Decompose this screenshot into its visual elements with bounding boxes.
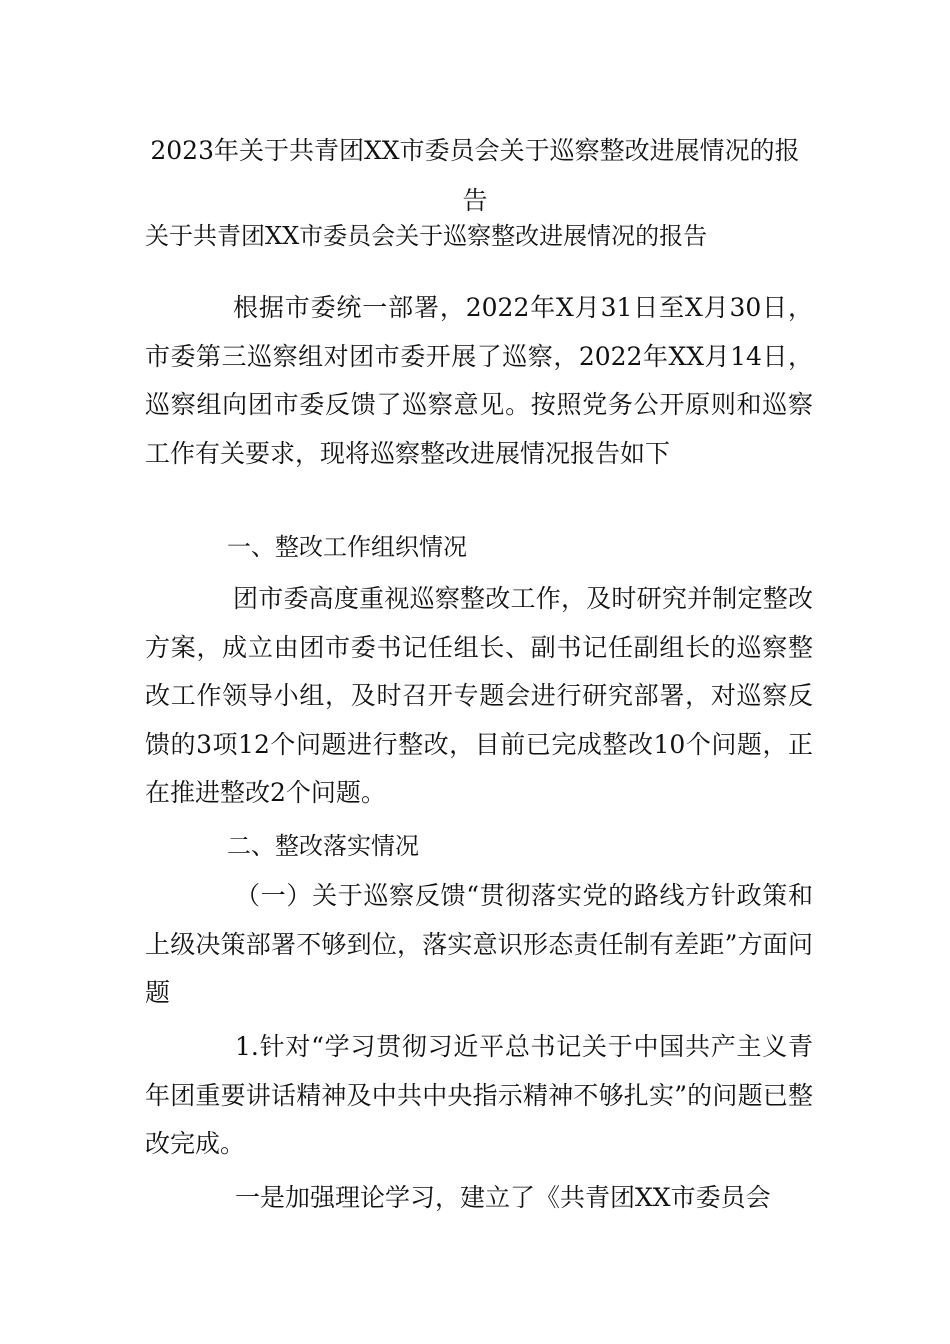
document-subtitle: 关于共青团XX市委员会关于巡察整改进展情况的报告 bbox=[145, 222, 708, 250]
document-title: 2023年关于共青团XX市委员会关于巡察整改进展情况的报告 bbox=[150, 136, 800, 215]
subsection-1-paragraph: （一）关于巡察反馈“贯彻落实党的路线方针政策和上级决策部署不够到位，落实意识形态责任制有差距”方面问题 bbox=[145, 881, 813, 1007]
section-1-heading: 一、整改工作组织情况 bbox=[227, 533, 467, 561]
section-2-heading: 二、整改落实情况 bbox=[227, 832, 419, 860]
intro-paragraph: 根据市委统一部署，2022年X月31日至X月30日，市委第三巡察组对团市委开展了巡察，2022年XX月14日，巡察组向团市委反馈了巡察意见。按照党务公开原则和巡察工作有关要求，现将巡察整改进展情况报告如下 bbox=[145, 293, 813, 468]
item-1a-paragraph: 一是加强理论学习，建立了《共青团XX市委员会 bbox=[235, 1183, 771, 1212]
section-1-paragraph: 团市委高度重视巡察整改工作，及时研究并制定整改方案，成立由团市委书记任组长、副书记任副组长的巡察整改工作领导小组，及时召开专题会进行研究部署，对巡察反馈的3项12个问题进行整改，目前已完成整改10个问题，正在推进整改2个问题。 bbox=[145, 584, 813, 807]
item-1-paragraph: 1.针对“学习贯彻习近平总书记关于中国共产主义青年团重要讲话精神及中共中央指示精神不够扎实”的问题已整改完成。 bbox=[145, 1032, 813, 1158]
